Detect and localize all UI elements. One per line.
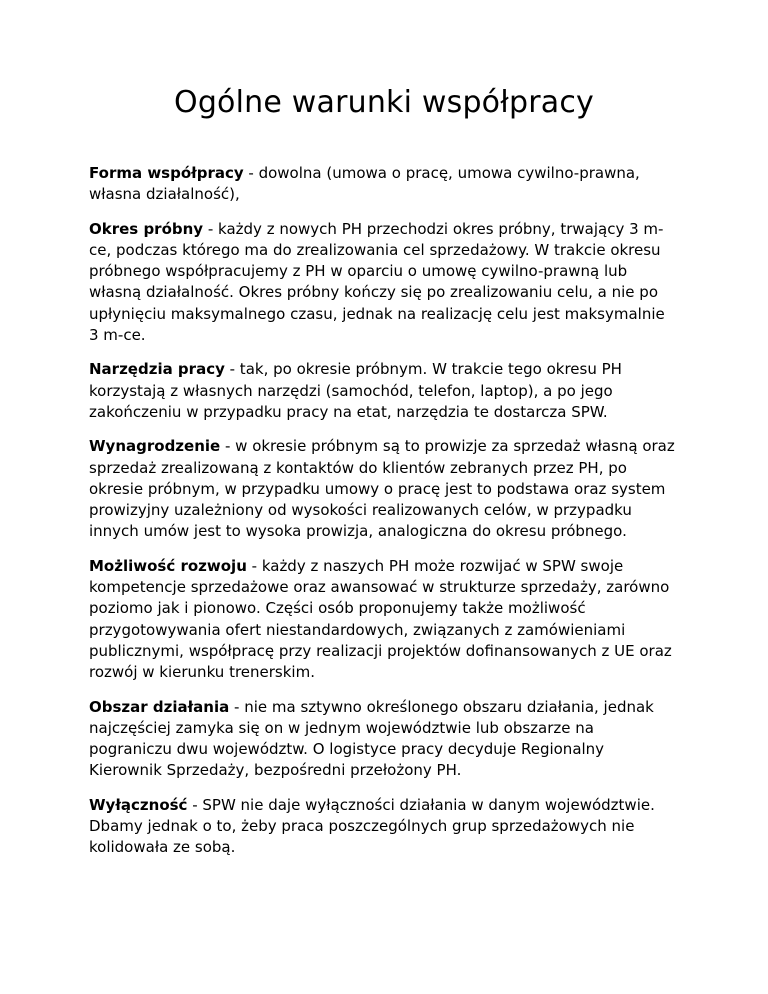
section-text: - każdy z nowych PH przechodzi okres próbny, trwający 3 m-ce, podczas którego ma do zrealizowania cel sprzedażowy. W trakcie okresu próbnego współpracujemy z PH w oparciu o umowę cywilno-prawną lub własną działalność. Okres próbny kończy się po zrealizowaniu celu, a nie po upłynięciu maksymalnego czasu, jednak na realizację celu jest maksymalnie 3 m-ce. bbox=[89, 219, 665, 345]
section-term: Okres próbny bbox=[89, 219, 204, 238]
sections-list bbox=[89, 163, 679, 859]
section-text: - tak, po okresie próbnym. W trakcie tego okresu PH korzystają z własnych narzędzi (samochód, telefon, laptop), a po jego zakończeniu w przypadku pracy na etat, narzędzia te dostarcza SPW. bbox=[89, 360, 622, 421]
section-term: Wynagrodzenie bbox=[89, 437, 221, 456]
section-term: Narzędzia pracy bbox=[89, 360, 225, 379]
section-wylacznosc bbox=[89, 795, 679, 859]
section-text: - nie ma sztywno określonego obszaru działania, jednak najczęściej zamyka się on w jednym województwie lub obszarze na pograniczu dwu województw. O logistyce pracy decyduje Regionalny Kierownik Sprzedaży, bezpośredni przełożony PH. bbox=[89, 697, 654, 780]
section-obszar-dzialania bbox=[89, 697, 679, 782]
document-title: Ogólne warunki współpracy bbox=[174, 85, 594, 120]
section-text: - w okresie próbnym są to prowizje za sprzedaż własną oraz sprzedaż zrealizowaną z kontaktów do klientów zebranych przez PH, po okresie próbnym, w przypadku umowy o pracę jest to podstawa oraz system prowizyjny uzależniony od wysokości realizowanych celów, w przypadku innych umów jest to wysoka prowizja, analogiczna do okresu próbnego. bbox=[89, 437, 675, 541]
section-term: Obszar działania bbox=[89, 697, 230, 716]
section-forma-wspolpracy bbox=[89, 163, 679, 206]
section-term: Wyłączność bbox=[89, 795, 188, 814]
section-narzedzia-pracy bbox=[89, 359, 679, 423]
document-page bbox=[89, 0, 679, 872]
section-term: Forma współpracy bbox=[89, 164, 244, 182]
section-text: - każdy z naszych PH może rozwijać w SPW swoje kompetencje sprzedażowe oraz awansować w strukturze sprzedaży, zarówno poziomo jak i pionowo. Części osób proponujemy także możliwość przygotowywania ofert niestandardowych, związanych z zamówieniami publicznymi, współpracę przy realizacji projektów dofinansowanych z UE oraz rozwój w kierunku trenerskim. bbox=[89, 556, 672, 682]
section-okres-probny bbox=[89, 219, 679, 347]
section-wynagrodzenie bbox=[89, 436, 679, 542]
section-text: - SPW nie daje wyłączności działania w danym województwie. Dbamy jednak o to, żeby praca poszczególnych grup sprzedażowych nie kolidowała ze sobą. bbox=[89, 795, 655, 857]
section-text: - dowolna (umowa o pracę, umowa cywilno-prawna, własna działalność), bbox=[89, 164, 640, 204]
section-term: Możliwość rozwoju bbox=[89, 556, 247, 575]
section-mozliwosc-rozwoju bbox=[89, 556, 679, 684]
